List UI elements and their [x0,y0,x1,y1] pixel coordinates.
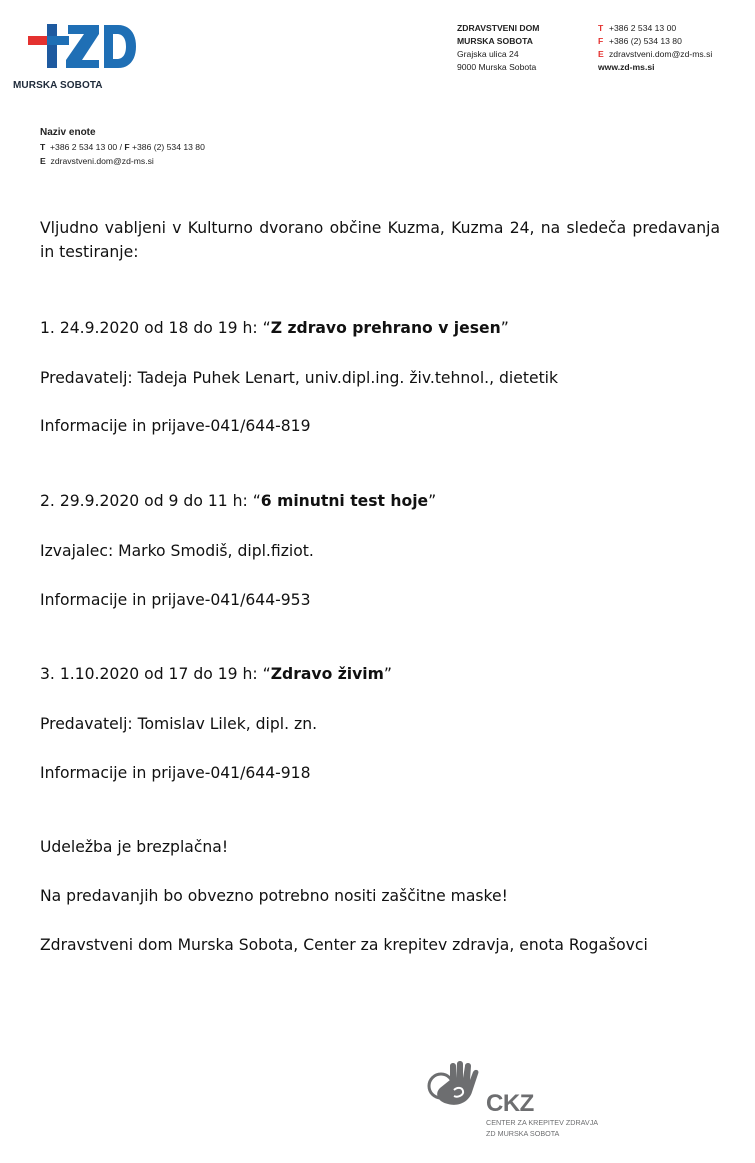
ckz-caption-line2: ZD MURSKA SOBOTA [486,1129,560,1138]
event-1-title: Z zdravo prehrano v jesen [270,319,501,337]
ckz-caption-line1: CENTER ZA KREPITEV ZDRAVJA [486,1118,599,1127]
org-name-line2: MURSKA SOBOTA [457,36,533,46]
organization-address [457,22,539,74]
unit-separator: / [117,142,125,152]
address-street: Grajska ulica 24 [457,49,519,59]
unit-phone-fax [40,140,205,154]
event-1-info: Informacije in prijave-041/644-819 [40,417,311,435]
unit-email-row [40,154,205,168]
unit-email[interactable]: zdravstveni.dom@zd-ms.si [50,156,154,166]
masks-note: Na predavanjih bo obvezno potrebno nositi zaščitne maske! [40,887,508,905]
event-3-heading [40,662,720,686]
phone-value: +386 2 534 13 00 [609,23,677,33]
unit-email-key: E [40,156,46,166]
email-key: E [598,49,604,59]
phone-key: T [598,23,604,33]
event-2-title: 6 minutni test hoje [260,492,429,510]
signature-line: Zdravstveni dom Murska Sobota, Center za krepitev zdravja, enota Rogašovci [40,936,648,954]
event-3-title: Zdravo živim [270,665,384,683]
unit-title: Naziv enote [40,127,96,138]
organization-contacts [598,22,712,74]
event-1-lecturer: Predavatelj: Tadeja Puhek Lenart, univ.dipl.ing. živ.tehnol., dietetik [40,369,559,387]
event-2-lead: 2. 29.9.2020 od 9 do 11 h: “ [40,492,261,510]
fax-row [598,35,712,48]
ckz-logo-text: CKZ [486,1090,534,1117]
event-1-heading [40,316,720,340]
event-2-info: Informacije in prijave-041/644-953 [40,591,311,609]
logo-caption: MURSKA SOBOTA [13,80,103,91]
event-3-info: Informacije in prijave-041/644-918 [40,764,311,782]
event-3-lead: 3. 1.10.2020 od 17 do 19 h: “ [40,665,271,683]
fax-value: +386 (2) 534 13 80 [609,36,682,46]
unit-phone-key: T [40,142,46,152]
zd-logo-mark-icon [28,22,136,72]
unit-contact [40,126,205,168]
phone-row [598,22,712,35]
address-city: 9000 Murska Sobota [457,62,537,72]
event-2-performer: Izvajalec: Marko Smodiš, dipl.fiziot. [40,542,314,560]
free-admission-note: Udeležba je brezplačna! [40,838,229,856]
event-1-close: ” [500,319,509,337]
unit-fax: +386 (2) 534 13 80 [132,142,205,152]
unit-fax-key: F [124,142,130,152]
intro-paragraph: Vljudno vabljeni v Kulturno dvorano občine Kuzma, Kuzma 24, na sledeča predavanja in testiranje: [40,219,720,261]
event-1-lead: 1. 24.9.2020 od 18 do 19 h: “ [40,319,271,337]
fax-key: F [598,36,604,46]
event-2-heading [40,489,720,513]
event-2-close: ” [428,492,437,510]
org-name-line1: ZDRAVSTVENI DOM [457,23,540,33]
email-row [598,48,712,61]
email-value[interactable]: zdravstveni.dom@zd-ms.si [609,49,713,59]
ckz-logo [426,1060,599,1144]
ckz-hand-icon [426,1060,484,1116]
unit-phone: +386 2 534 13 00 [50,142,118,152]
event-3-lecturer: Predavatelj: Tomislav Lilek, dipl. zn. [40,715,318,733]
website-link[interactable]: www.zd-ms.si [598,62,655,72]
event-3-close: ” [383,665,392,683]
